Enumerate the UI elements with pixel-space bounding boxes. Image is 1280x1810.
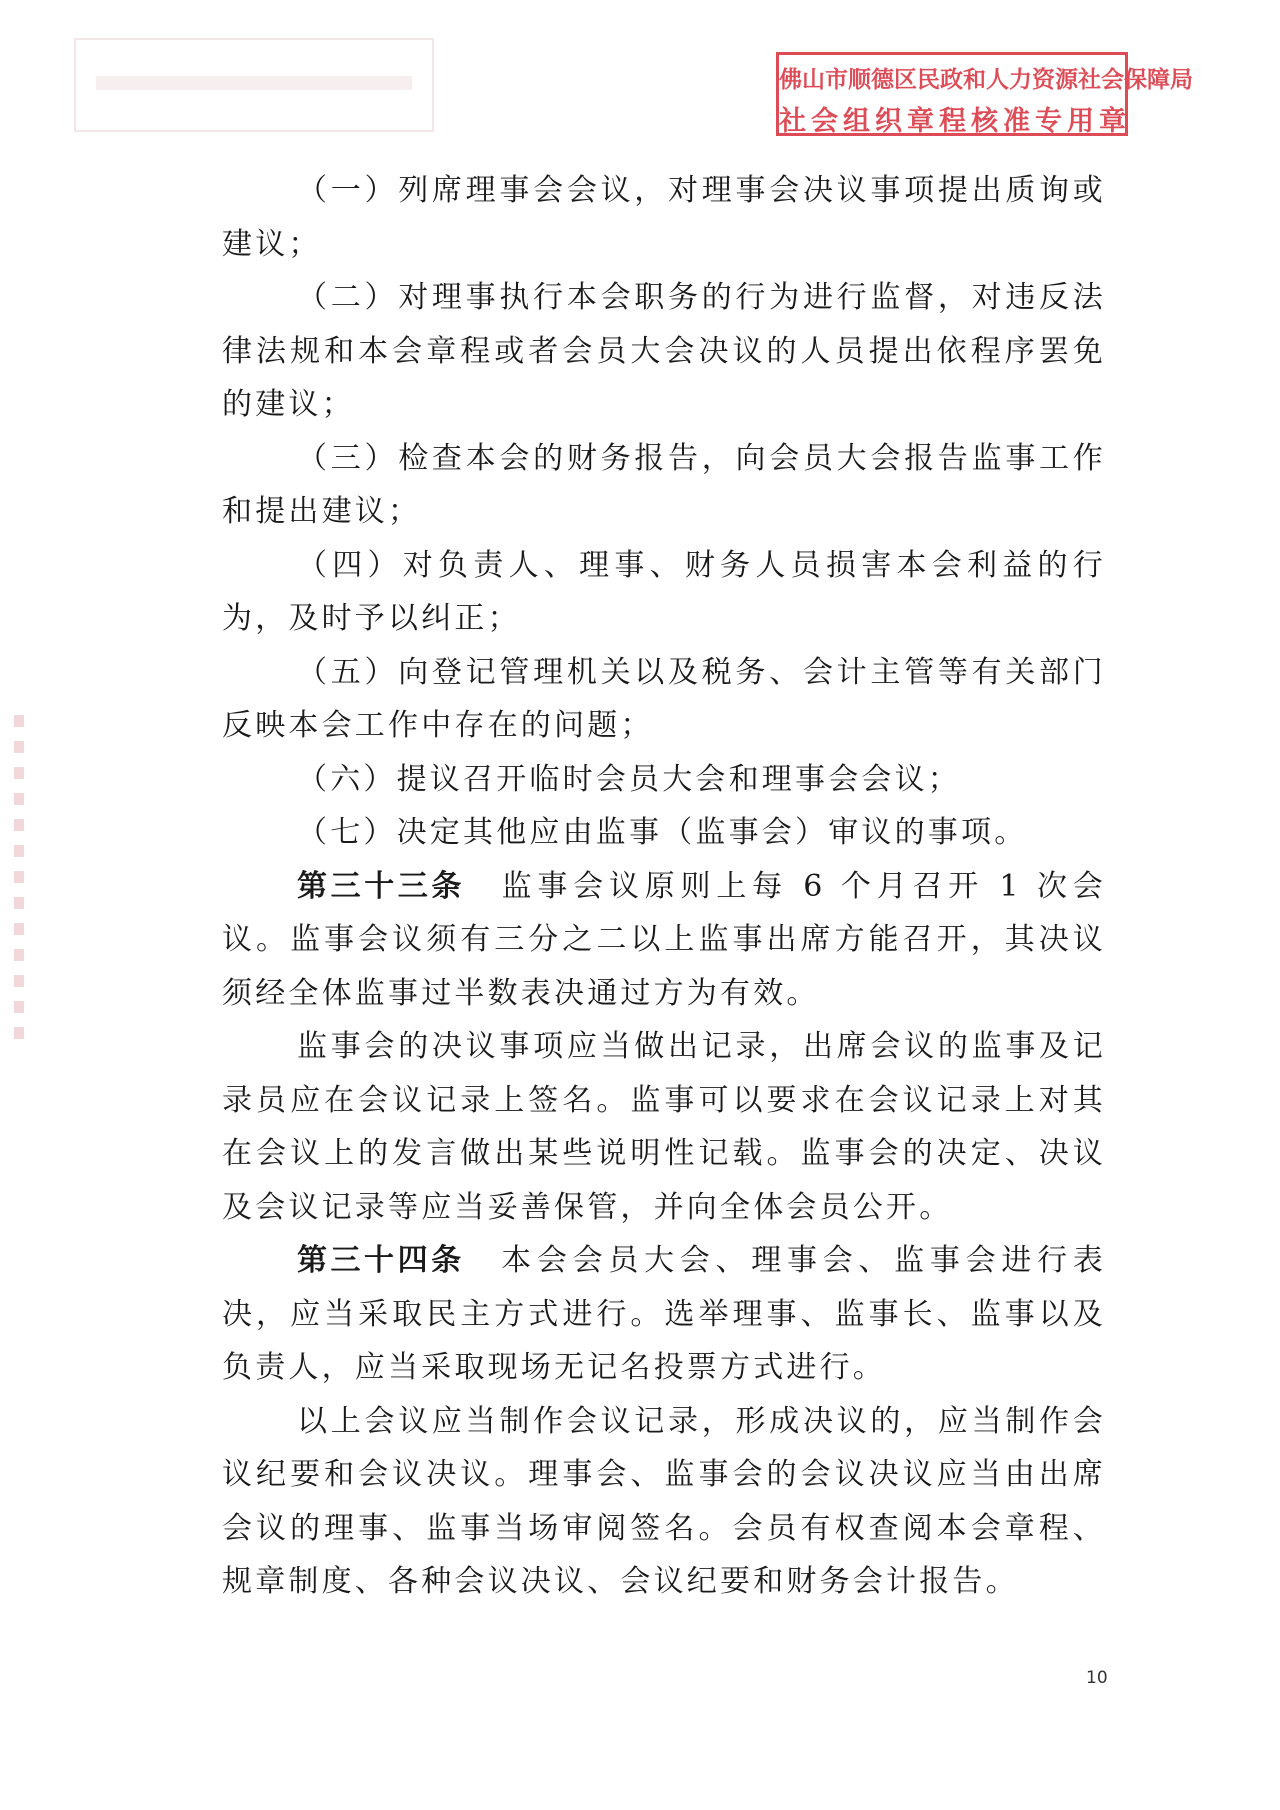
clause-item-3: （三）检查本会的财务报告，向会员大会报告监事工作和提出建议； xyxy=(222,440,1106,529)
page-number: 10 xyxy=(1086,1668,1108,1688)
binding-edge-mark xyxy=(14,715,24,1045)
clause-item-4: （四）对负责人、理事、财务人员损害本会利益的行为，及时予以纠正； xyxy=(222,547,1106,636)
paragraph: 监事会的决议事项应当做出记录，出席会议的监事及记录员应在会议记录上签名。监事可以要求在会议记录上对其在会议上的发言做出某些说明性记载。监事会的决定、决议及会议记录等应当妥善保管，并向全体会员公开。 xyxy=(222,1029,1106,1225)
article-34 xyxy=(222,1234,1106,1395)
clause-item-5: （五）向登记管理机关以及税务、会计主管等有关部门反映本会工作中存在的问题； xyxy=(222,654,1106,743)
stamp-line-1: 佛山市顺德区民政和人力资源社会保障局 xyxy=(779,67,1193,93)
article-heading: 第三十四条 xyxy=(297,1243,465,1278)
clause-item-6: （六）提议召开临时会员大会和理事会会议； xyxy=(297,761,961,797)
article-text: 监事会议原则上每 6 个月召开 1 次会议。监事会议须有三分之二以上监事出席方能召开，其决议须经全体监事过半数表决通过方为有效。 xyxy=(222,868,1107,1011)
paragraph: 以上会议应当制作会议记录，形成决议的，应当制作会议纪要和会议决议。理事会、监事会的会议决议应当由出席会议的理事、监事当场审阅签名。会员有权查阅本会章程、规章制度、各种会议决议、会议纪要和财务会计报告。 xyxy=(222,1403,1106,1599)
document-body xyxy=(222,164,1106,1609)
approval-stamp xyxy=(776,52,1193,137)
article-33 xyxy=(222,860,1106,1021)
faded-stamp-mark xyxy=(74,38,434,132)
article-heading: 第三十三条 xyxy=(297,868,465,904)
clause-item-1: （一）列席理事会会议，对理事会决议事项提出质询或建议； xyxy=(222,173,1106,262)
stamp-line-2: 社会组织章程核准专用章 xyxy=(779,106,1131,137)
clause-item-2: （二）对理事执行本会职务的行为进行监督，对违反法律法规和本会章程或者会员大会决议的人员提出依程序罢免的建议； xyxy=(222,280,1106,422)
clause-item-7: （七）决定其他应由监事（监事会）审议的事项。 xyxy=(297,815,1028,850)
article-text: 本会会员大会、理事会、监事会进行表决，应当采取民主方式进行。选举理事、监事长、监事以及负责人，应当采取现场无记名投票方式进行。 xyxy=(222,1243,1106,1385)
